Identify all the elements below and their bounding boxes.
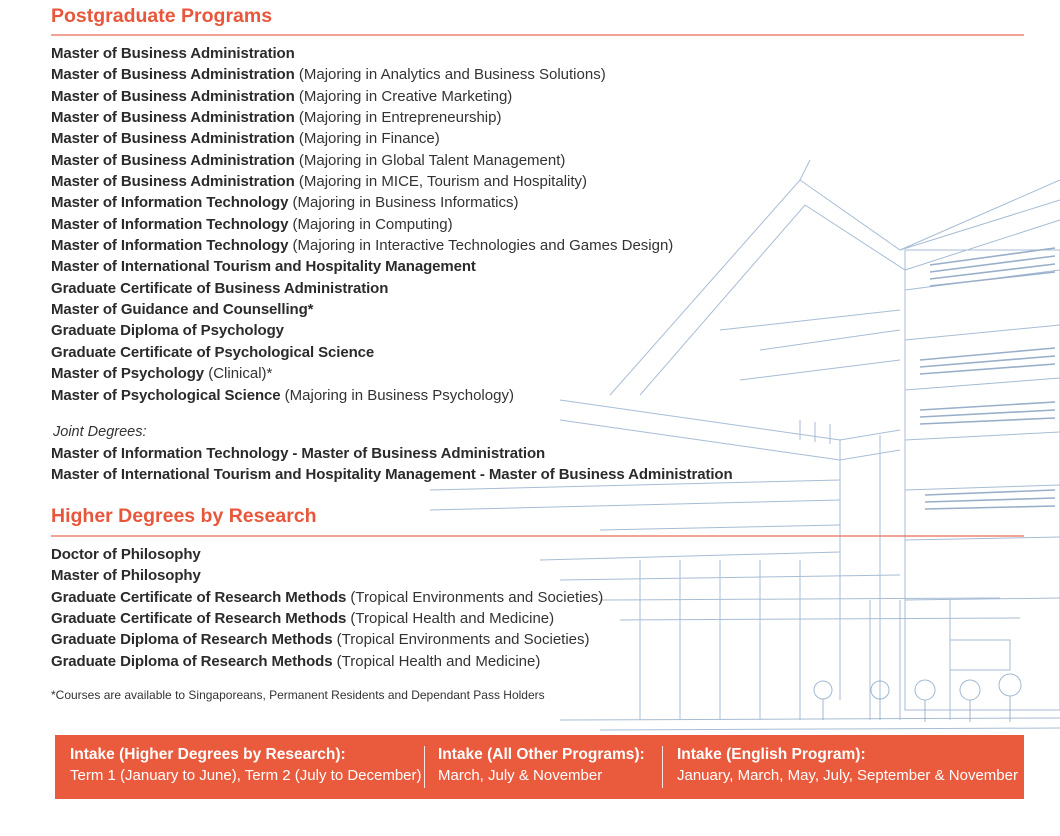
program-degree: Graduate Certificate of Research Methods [51,610,347,628]
intake-heading: Intake (English Program): [677,746,866,763]
program-degree: Master of Business Administration [51,173,295,191]
postgraduate-heading: Postgraduate Programs [51,5,273,27]
program-major: (Majoring in Business Psychology) [284,386,514,404]
program-item [51,235,673,256]
program-degree: Master of Business Administration [51,87,295,105]
program-degree: Graduate Certificate of Research Methods [51,588,347,606]
program-item [51,608,603,629]
intake-banner [55,735,1024,799]
intake-research [70,745,422,787]
program-major: (Majoring in Creative Marketing) [298,87,513,105]
program-item [51,565,603,586]
program-degree: Master of Psychological Science [51,386,281,404]
program-item [51,150,673,171]
program-item [51,342,673,363]
program-degree: Master of Information Technology [51,237,289,255]
joint-degree-list [51,443,733,486]
program-item [51,629,603,650]
intake-heading: Intake (All Other Programs): [438,746,645,763]
program-major: (Majoring in Global Talent Management) [298,151,566,169]
program-item [51,278,673,299]
program-item [51,64,673,85]
intake-heading: Intake (Higher Degrees by Research): [70,746,346,763]
program-degree: Master of Information Technology [51,215,289,233]
program-item [51,385,673,406]
intake-value: Term 1 (January to June), Term 2 (July to December) [70,767,422,784]
intake-divider [662,746,663,788]
program-major: (Tropical Environments and Societies) [336,631,590,649]
program-degree: Master of Information Technology - Master of Business Administration [51,445,546,462]
program-item [51,651,603,672]
program-degree: Graduate Diploma of Research Methods [51,631,333,649]
program-item [51,171,673,192]
intake-divider [424,746,425,788]
program-degree: Graduate Diploma of Psychology [51,322,284,340]
program-degree: Graduate Diploma of Research Methods [51,652,333,670]
program-item [51,299,673,320]
intake-english [677,745,1018,787]
intake-other [438,745,645,787]
program-degree: Master of International Tourism and Hospitality Management - Master of Business Administration [51,466,733,484]
intake-value: March, July & November [438,767,603,784]
program-degree: Master of Philosophy [51,567,201,585]
program-degree: Master of Business Administration [51,151,295,169]
program-item [51,107,673,128]
postgraduate-program-list [51,43,673,406]
research-divider [51,535,1024,537]
program-degree: Graduate Certificate of Business Administration [51,279,389,297]
research-program-list [51,544,603,672]
program-item [51,86,673,107]
program-item [51,544,603,565]
program-major: (Tropical Health and Medicine) [336,652,541,670]
joint-degree-item [51,464,733,485]
program-degree: Master of International Tourism and Hospitality Management [51,258,476,276]
program-major: (Majoring in Entrepreneurship) [298,109,502,127]
research-heading: Higher Degrees by Research [51,505,317,527]
program-degree: Master of Business Administration [51,66,295,84]
program-major: (Tropical Environments and Societies) [350,588,604,606]
program-major: (Majoring in Interactive Technologies and Games Design) [292,237,674,255]
program-degree: Master of Information Technology [51,194,289,212]
program-degree: Master of Business Administration [51,45,295,62]
program-degree: Doctor of Philosophy [51,546,201,563]
program-degree: Master of Psychology [51,365,205,383]
program-major: (Majoring in Analytics and Business Solutions) [298,66,606,84]
program-major: (Majoring in Business Informatics) [292,194,519,212]
program-item [51,587,603,608]
program-item [51,192,673,213]
program-major: (Tropical Health and Medicine) [350,610,555,628]
program-degree: Master of Guidance and Counselling* [51,301,314,319]
program-item [51,256,673,277]
program-major: (Majoring in MICE, Tourism and Hospitality) [298,173,588,191]
program-item [51,43,673,64]
footnote: *Courses are available to Singaporeans, Permanent Residents and Dependant Pass Holders [51,688,545,702]
joint-degrees-label: Joint Degrees: [53,424,147,440]
intake-value: January, March, May, July, September & November [677,767,1018,784]
program-degree: Graduate Certificate of Psychological Science [51,343,375,361]
program-major: (Majoring in Computing) [292,215,453,233]
program-degree: Master of Business Administration [51,130,295,148]
program-item [51,320,673,341]
program-major: (Majoring in Finance) [298,130,440,148]
joint-degree-item [51,443,733,464]
program-degree: Master of Business Administration [51,109,295,127]
program-item [51,128,673,149]
program-major: (Clinical)* [208,365,273,383]
program-item [51,214,673,235]
program-item [51,363,673,384]
postgraduate-divider [51,34,1024,36]
